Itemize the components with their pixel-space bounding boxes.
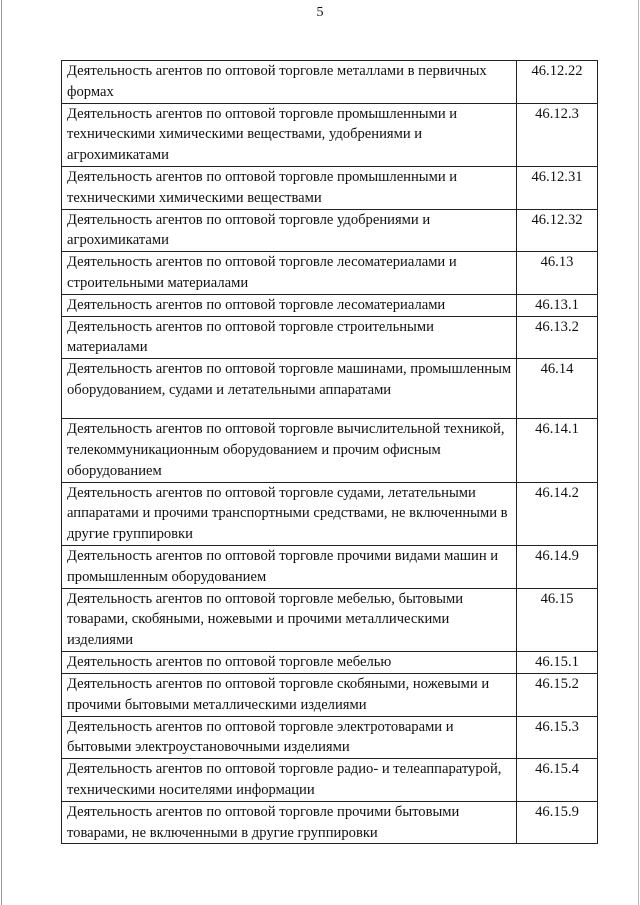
activity-name: Деятельность агентов по оптовой торговле электротоварами и бытовыми электроустановочными изделиями: [62, 716, 517, 759]
activity-name: Деятельность агентов по оптовой торговле металлами в первичных формах: [62, 61, 517, 104]
table-row: [62, 545, 598, 588]
activity-code: 46.12.32: [517, 209, 598, 252]
activity-code: 46.12.3: [517, 103, 598, 166]
activity-name: Деятельность агентов по оптовой торговле мебелью, бытовыми товарами, скобяными, ножевыми и прочими металлическими изделиями: [62, 588, 517, 651]
activity-name: Деятельность агентов по оптовой торговле скобяными, ножевыми и прочими бытовыми металлическими изделиями: [62, 673, 517, 716]
table-row: [62, 103, 598, 166]
activity-code: 46.15: [517, 588, 598, 651]
activity-name: Деятельность агентов по оптовой торговле радио- и телеаппаратурой, техническими носителями информации: [62, 759, 517, 802]
table-row: [62, 359, 598, 419]
activity-code: 46.15.4: [517, 759, 598, 802]
table-row: [62, 482, 598, 545]
activity-name: Деятельность агентов по оптовой торговле лесоматериалами: [62, 294, 517, 316]
activity-codes-table: [61, 60, 598, 844]
activity-name: Деятельность агентов по оптовой торговле лесоматериалами и строительными материалами: [62, 252, 517, 295]
activity-code: 46.12.22: [517, 61, 598, 104]
activity-code: 46.13: [517, 252, 598, 295]
activity-name: Деятельность агентов по оптовой торговле промышленными и техническими химическими веществами: [62, 166, 517, 209]
table-row: [62, 209, 598, 252]
activity-name: Деятельность агентов по оптовой торговле прочими видами машин и промышленным оборудованием: [62, 545, 517, 588]
activity-code: 46.14.2: [517, 482, 598, 545]
table-row: [62, 588, 598, 651]
table-row: [62, 801, 598, 844]
activity-code: 46.12.31: [517, 166, 598, 209]
activity-code: 46.15.1: [517, 651, 598, 673]
activity-code: 46.13.2: [517, 316, 598, 359]
table-row: [62, 673, 598, 716]
activity-code: 46.13.1: [517, 294, 598, 316]
activity-code: 46.14: [517, 359, 598, 419]
activity-name: Деятельность агентов по оптовой торговле прочими бытовыми товарами, не включенными в другие группировки: [62, 801, 517, 844]
activity-name: Деятельность агентов по оптовой торговле строительными материалами: [62, 316, 517, 359]
activity-name: Деятельность агентов по оптовой торговле машинами, промышленным оборудованием, судами и летательными аппаратами: [62, 359, 517, 419]
activity-name: Деятельность агентов по оптовой торговле судами, летательными аппаратами и прочими транспортными средствами, не включенными в другие группировки: [62, 482, 517, 545]
activity-code: 46.14.1: [517, 419, 598, 482]
activity-name: Деятельность агентов по оптовой торговле мебелью: [62, 651, 517, 673]
table-row: [62, 651, 598, 673]
activity-code: 46.15.2: [517, 673, 598, 716]
activity-name: Деятельность агентов по оптовой торговле вычислительной техникой, телекоммуникационным оборудованием и прочим офисным оборудованием: [62, 419, 517, 482]
table-row: [62, 716, 598, 759]
table-row: [62, 252, 598, 295]
activity-code: 46.15.3: [517, 716, 598, 759]
table-row: [62, 316, 598, 359]
activity-name: Деятельность агентов по оптовой торговле промышленными и техническими химическими веществами, удобрениями и агрохимикатами: [62, 103, 517, 166]
table-row: [62, 759, 598, 802]
table-row: [62, 166, 598, 209]
table-row: [62, 419, 598, 482]
activity-name: Деятельность агентов по оптовой торговле удобрениями и агрохимикатами: [62, 209, 517, 252]
table-row: [62, 294, 598, 316]
scan-edge-right: [638, 0, 639, 905]
page-number: 5: [316, 5, 324, 20]
scan-edge-left: [1, 0, 2, 905]
table-row: [62, 61, 598, 104]
activity-code: 46.15.9: [517, 801, 598, 844]
activity-code: 46.14.9: [517, 545, 598, 588]
